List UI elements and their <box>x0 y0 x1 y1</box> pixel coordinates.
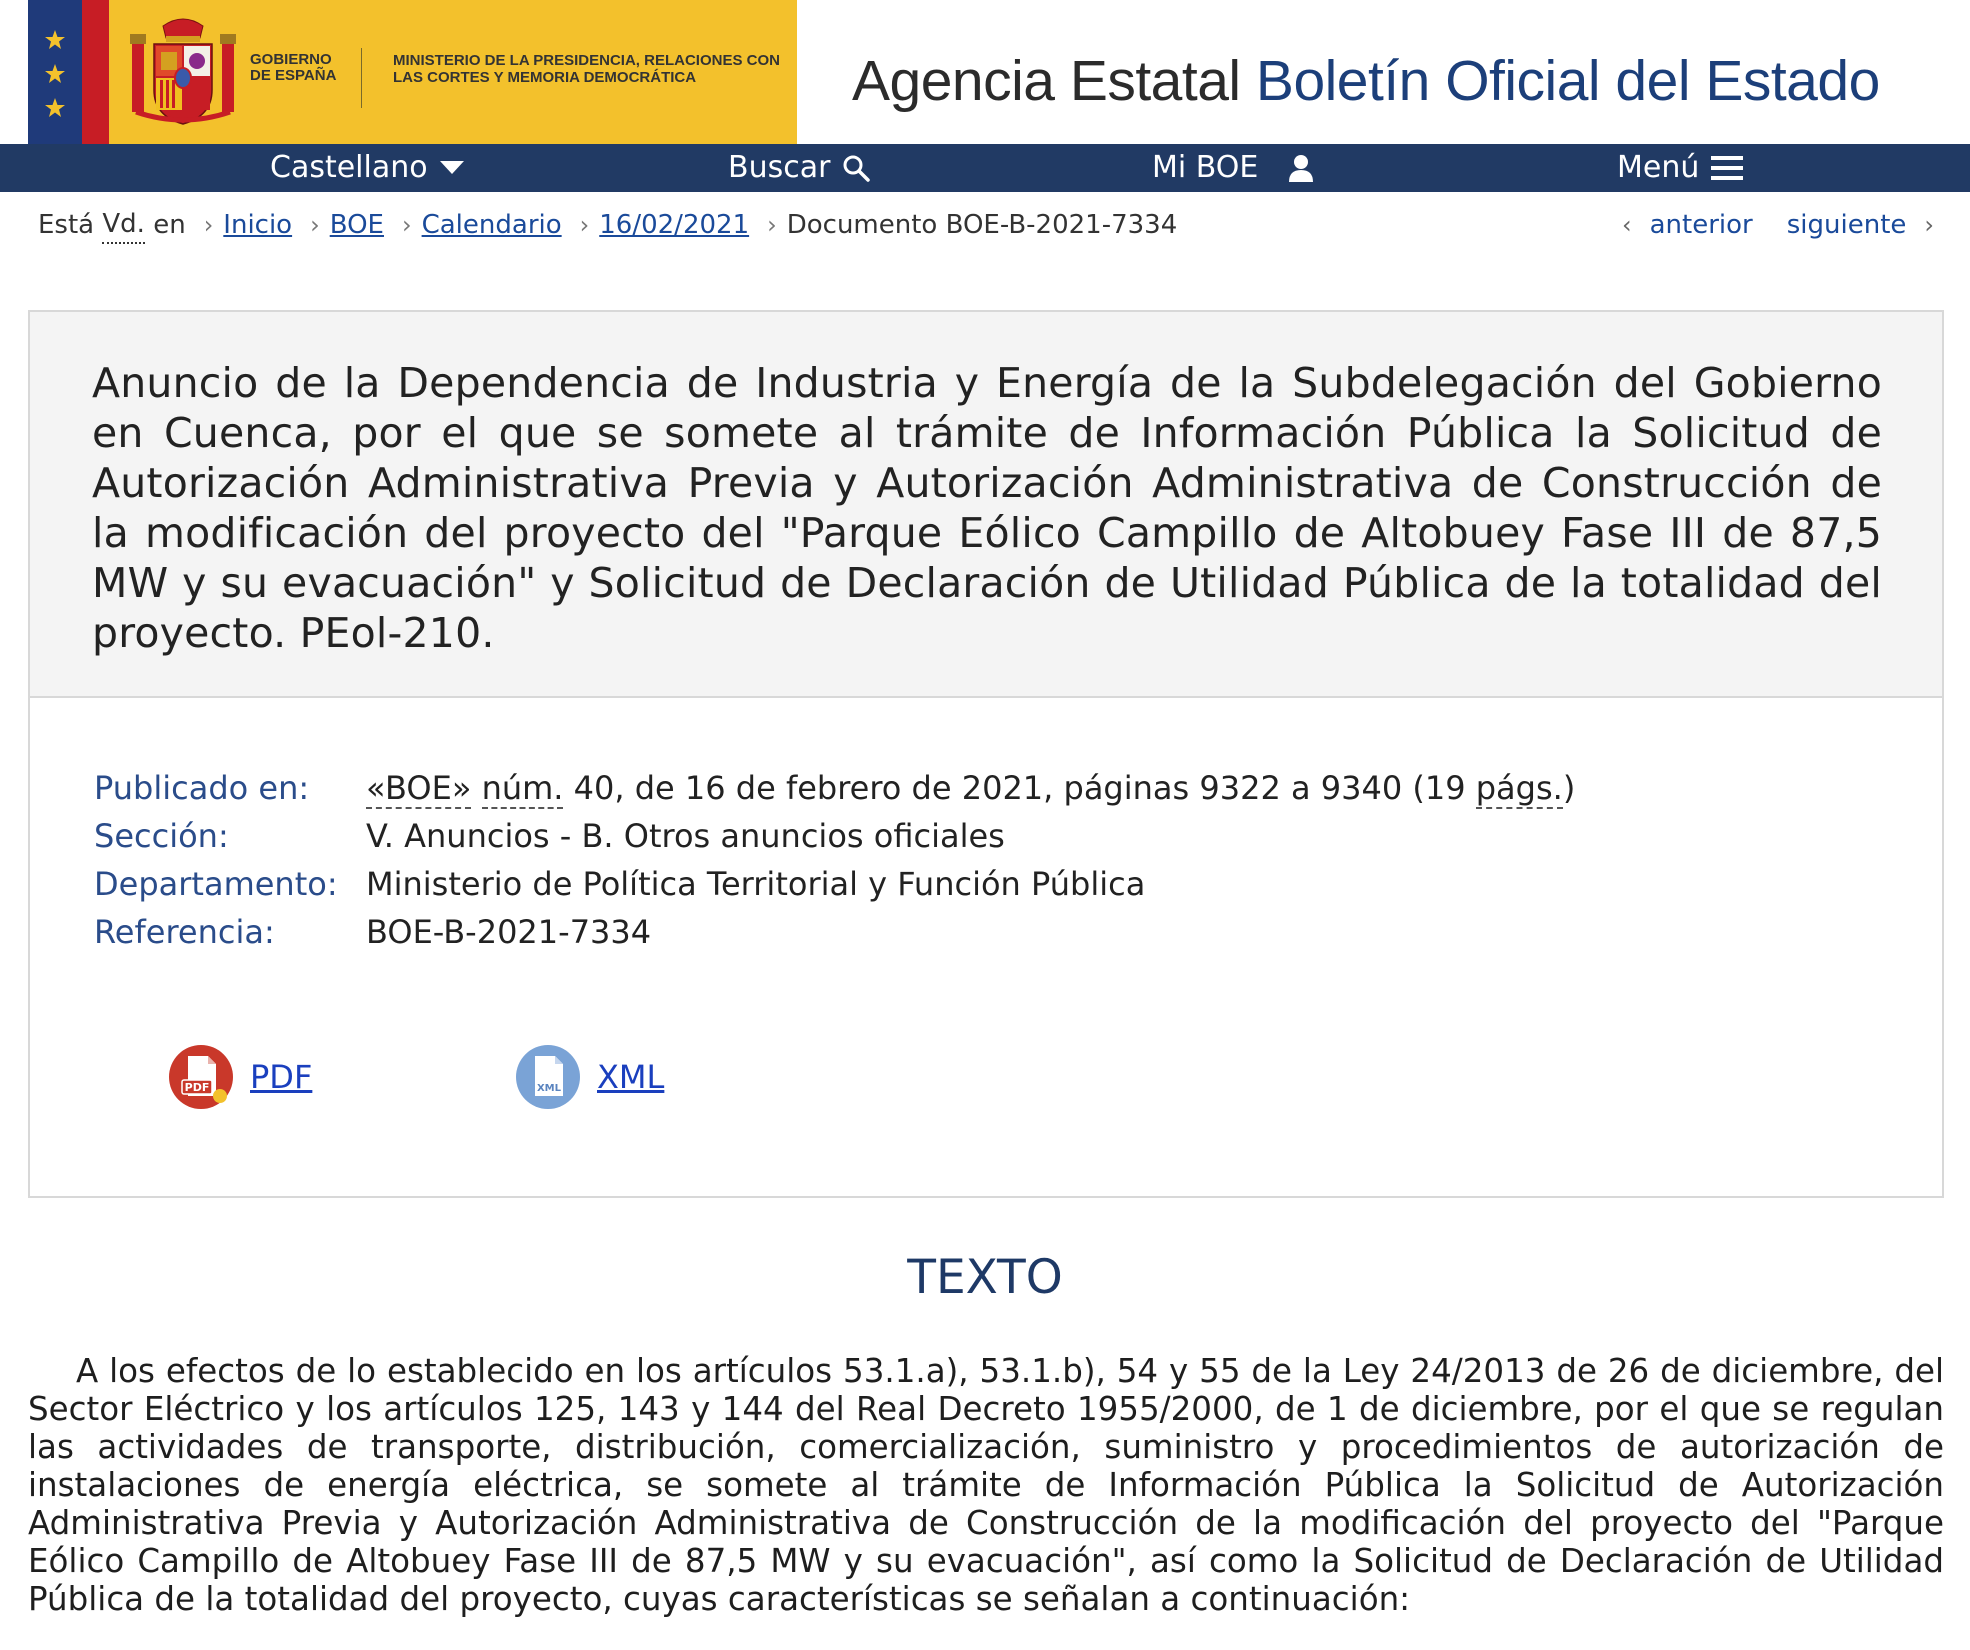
gobierno-label: GOBIERNO DE ESPAÑA <box>250 51 337 84</box>
breadcrumb-prefix-en: en <box>153 210 186 240</box>
breadcrumb-calendario[interactable]: Calendario <box>421 210 562 240</box>
account-label: Mi BOE <box>1152 150 1259 185</box>
chevron-right-icon: › <box>1924 211 1934 239</box>
eu-stars-icon <box>38 28 72 118</box>
breadcrumb-boe[interactable]: BOE <box>329 210 384 240</box>
government-logo-block[interactable] <box>28 0 797 144</box>
document-box <box>28 310 1944 1198</box>
ministerio-label: MINISTERIO DE LA PRESIDENCIA, RELACIONES CON LAS CORTES Y MEMORIA DEMOCRÁTICA <box>393 52 780 86</box>
department-value: Ministerio de Política Territorial y Función Pública <box>366 865 1146 903</box>
site-header <box>0 0 1970 144</box>
document-title: Anuncio de la Dependencia de Industria y Energía de la Subdelegación del Gobierno en Cuenca, por el que se somete al trámite de Información Pública la Solicitud de Autorización Administrativa Previa y Autorización Administrativa de Construcción de la modificación del proyecto del "Parque Eólico Campillo de Altobuey Fase III de 87,5 MW y su evacuación" y Solicitud de Declaración de Utilidad Pública de la totalidad del proyecto. PEol-210. <box>92 359 1882 657</box>
body-paragraph: A los efectos de lo establecido en los artículos 53.1.a), 53.1.b), 54 y 55 de la Ley 24/2013 de 26 de diciembre, del Sector Eléctrico y los artículos 125, 143 y 144 del Real Decreto 1955/2000, de 1 de diciembre, por el que se regulan las actividades de transporte, distribución, comercialización, suministro y procedimientos de autorización de instalaciones de energía eléctrica, se somete al trámite de Información Pública la Solicitud de Autorización Administrativa Previa y Autorización Administrativa de Construcción de la modificación del proyecto del "Parque Eólico Campillo de Altobuey Fase III de 87,5 MW y su evacuación", así como la Solicitud de Declaración de Utilidad Pública de la totalidad del proyecto, cuyas características se señalan a continuación: <box>28 1352 1944 1618</box>
document-metadata <box>94 764 1894 956</box>
chevron-right-icon: › <box>203 211 214 239</box>
breadcrumb-date[interactable]: 16/02/2021 <box>599 210 750 240</box>
menu-button[interactable] <box>1617 144 1743 192</box>
previous-link[interactable]: anterior <box>1649 210 1753 240</box>
caret-down-icon <box>440 161 464 175</box>
search-label: Buscar <box>728 150 831 185</box>
meta-row-reference <box>94 908 1894 956</box>
title-area <box>30 312 1942 698</box>
pdf-file-icon <box>168 1044 234 1110</box>
search-icon <box>842 154 870 182</box>
chevron-right-icon: › <box>579 211 590 239</box>
section-value: V. Anuncios - B. Otros anuncios oficiales <box>366 817 1005 855</box>
breadcrumb-inicio[interactable]: Inicio <box>223 210 293 240</box>
chevron-right-icon: › <box>310 211 320 239</box>
meta-row-department <box>94 860 1894 908</box>
breadcrumb-abbr: Vd. <box>102 206 145 244</box>
pdf-link[interactable]: PDF <box>250 1058 313 1096</box>
text-section-heading: TEXTO <box>907 1250 1063 1305</box>
xml-link[interactable]: XML <box>597 1058 665 1096</box>
reference-label: Referencia: <box>94 913 275 951</box>
agency-name: Boletín Oficial del Estado <box>1255 49 1880 113</box>
search-button[interactable] <box>728 144 870 192</box>
num-abbr: núm. <box>481 769 564 807</box>
menu-label: Menú <box>1617 150 1700 185</box>
pdf-icon-label: PDF <box>184 1081 210 1094</box>
chevron-right-icon: › <box>401 211 412 239</box>
boe-abbr: «BOE» <box>366 769 472 807</box>
next-link[interactable]: siguiente <box>1786 210 1907 240</box>
eu-flag-stripe <box>28 0 82 144</box>
hamburger-icon <box>1711 155 1743 181</box>
pdf-download[interactable] <box>168 1042 312 1112</box>
main-nav <box>0 144 1970 192</box>
chevron-left-icon: ‹ <box>1622 211 1632 239</box>
xml-download[interactable] <box>515 1042 664 1112</box>
meta-row-section <box>94 812 1894 860</box>
language-selector[interactable] <box>270 144 464 192</box>
department-label: Departamento: <box>94 865 338 903</box>
site-title[interactable] <box>852 46 1880 116</box>
breadcrumb-current: Documento BOE-B-2021-7334 <box>786 210 1178 240</box>
document-pager <box>1622 207 1934 243</box>
reference-value: BOE-B-2021-7334 <box>366 913 652 951</box>
chevron-right-icon: › <box>767 211 777 239</box>
language-label: Castellano <box>270 150 428 185</box>
logo-divider <box>361 48 362 108</box>
xml-file-icon <box>515 1044 581 1110</box>
pags-abbr: págs. <box>1475 769 1563 807</box>
published-label: Publicado en: <box>94 769 310 807</box>
coat-of-arms-icon <box>128 12 238 132</box>
published-rest: 40, de 16 de febrero de 2021, páginas 9322 a 9340 (19 <box>573 769 1466 807</box>
published-value <box>366 764 1575 812</box>
mi-boe-button[interactable] <box>1152 144 1314 192</box>
section-label: Sección: <box>94 817 229 855</box>
published-close: ) <box>1562 769 1576 807</box>
breadcrumb <box>38 207 1177 243</box>
spain-flag-stripe <box>82 0 109 144</box>
meta-row-published <box>94 764 1894 812</box>
xml-icon-label: XML <box>536 1083 562 1094</box>
breadcrumb-prefix: Está <box>38 210 95 240</box>
agency-prefix: Agencia Estatal <box>852 49 1241 113</box>
user-icon <box>1288 154 1314 182</box>
